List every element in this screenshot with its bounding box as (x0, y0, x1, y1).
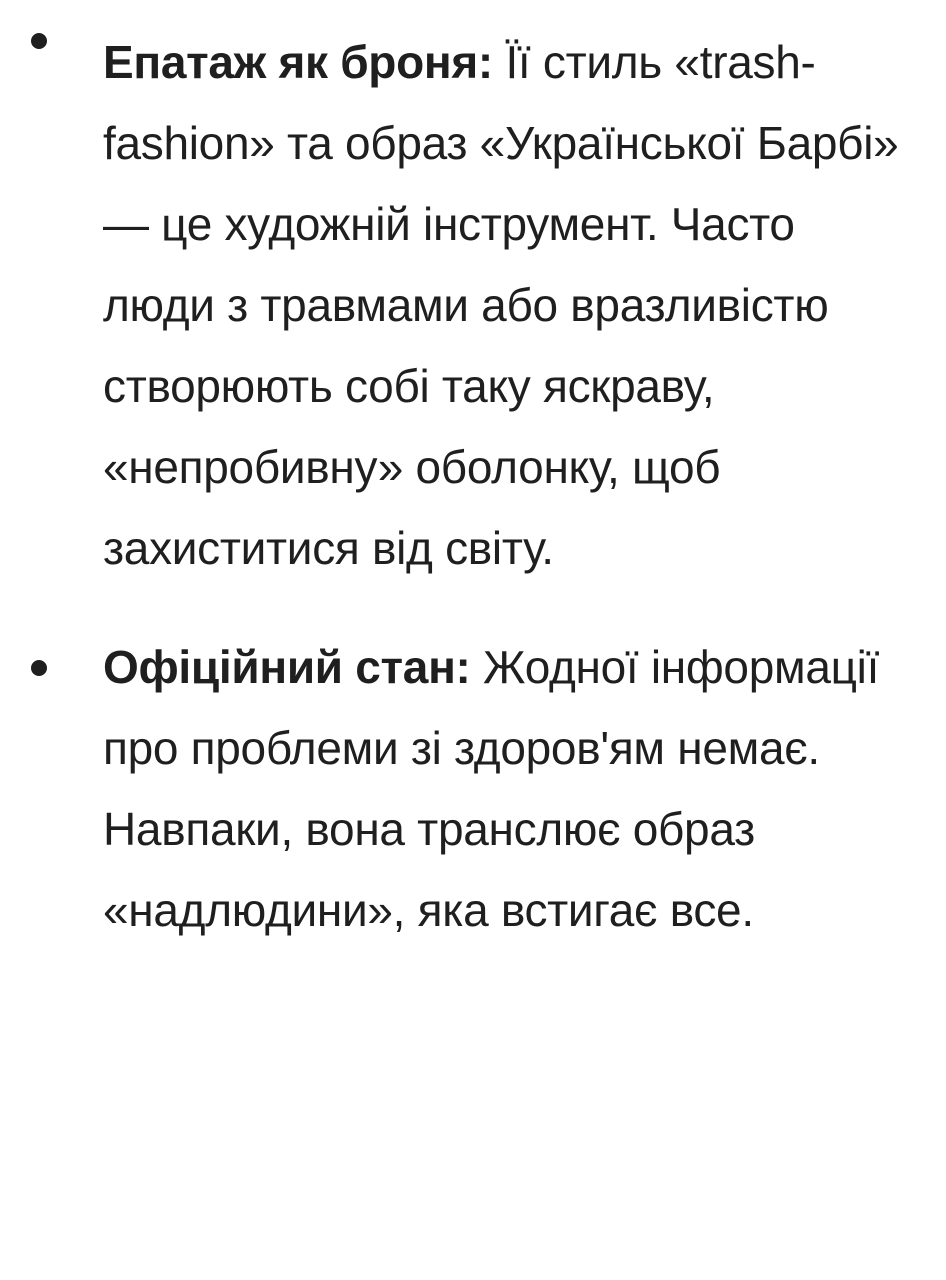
item-text: Жодної інформації про проблеми зі здоров'ям немає. Навпаки, вона транслює образ «надлюдини», яка встигає все. (103, 641, 880, 936)
item-text: Її стиль «trash-fashion» та образ «Української Барбі» — це художній інструмент. Часто люди з травмами або вразливістю створюють собі таку яскраву, «непробивну» оболонку, щоб захиститися від світу. (103, 36, 899, 574)
item-title: Епатаж як броня: (103, 36, 506, 88)
bullet-icon (31, 660, 47, 676)
item-title: Офіційний стан: (103, 641, 484, 693)
list-item (0, 0, 946, 589)
bullet-icon (31, 33, 47, 49)
list-item (0, 627, 946, 951)
